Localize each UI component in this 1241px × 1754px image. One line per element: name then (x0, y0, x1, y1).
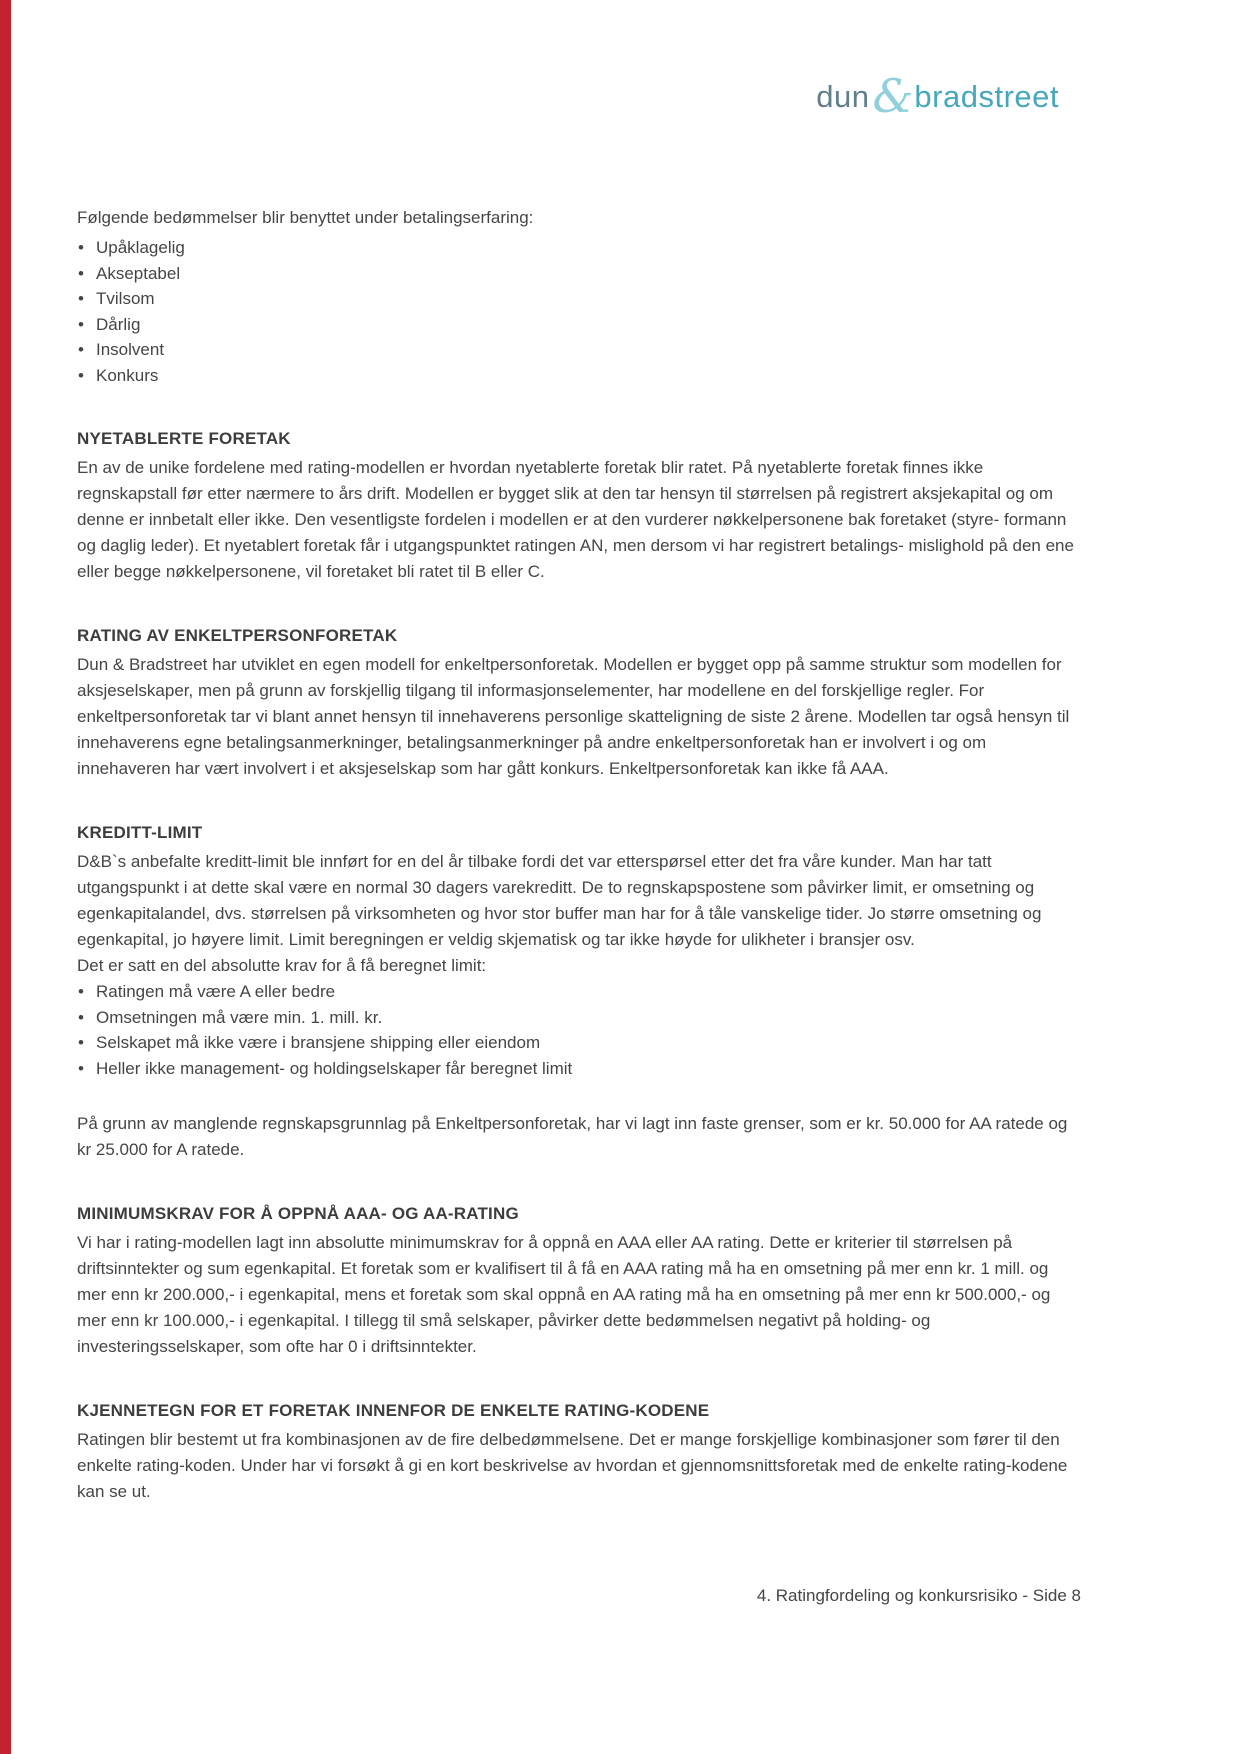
logo-dun-text: dun (816, 79, 870, 114)
page-footer: 4. Ratingfordeling og konkursrisiko - Side 8 (756, 1586, 1081, 1605)
page-accent-stripe (0, 0, 11, 1754)
list-item: • Omsetningen må være min. 1. mill. kr. (77, 1005, 1077, 1031)
section-body: Vi har i rating-modellen lagt inn absolutte minimumskrav for å oppnå en AAA eller AA rating. Dette er kriterier til størrelsen på driftsinntekter og sum egenkapital. Et foretak som er kvalifisert til å få en AAA rating må ha en omsetning på mer enn kr. 1 mill. og mer enn kr 200.000,- i egenkapital, mens et foretak som skal oppnå en AA rating må ha en omsetning på mer enn kr 500.000,- og mer enn kr 100.000,- i egenkapital. I tillegg til små selskaper, påvirker dette bedømmelsen negativt på holding- og investeringsselskaper, som ofte har 0 i driftsinntekter. (77, 1233, 1051, 1356)
section-body: Dun & Bradstreet har utviklet en egen modell for enkeltpersonforetak. Modellen er bygget opp på samme struktur som modellen for aksjeselskaper, men på grunn av forskjellig tilgang til informasjonselementer, har modellene en del forskjellige regler. For enkeltpersonforetak tar vi blant annet hensyn til innehaverens personlige skatteligning de siste 2 årene. Modellen tar også hensyn til innehaverens egne betalingsanmerkninger, betalingsanmerkninger på andre enkeltpersonforetak han er involvert i og om innehaveren har vært involvert i et aksjeselskap som har gått konkurs. Enkeltpersonforetak kan ikke få AAA. (77, 655, 1070, 778)
list-item: • Akseptabel (77, 261, 1077, 287)
limit-requirements-list (77, 979, 1077, 1081)
list-item: • Dårlig (77, 312, 1077, 338)
section-minimumskrav (77, 1201, 1077, 1360)
list-item: • Heller ikke management- og holdingselskaper får beregnet limit (77, 1056, 1077, 1082)
limit-requirements-lead: Det er satt en del absolutte krav for å få beregnet limit: (77, 956, 487, 975)
section-heading: MINIMUMSKRAV FOR Å OPPNÅ AAA- OG AA-RATING (77, 1204, 519, 1223)
list-item: • Insolvent (77, 337, 1077, 363)
logo-bradstreet-text: bradstreet (914, 79, 1059, 114)
section-kjennetegn (77, 1398, 1077, 1505)
section-rating-enkeltpersonforetak (77, 623, 1077, 782)
list-item: • Ratingen må være A eller bedre (77, 979, 1077, 1005)
dnb-logo (816, 68, 1059, 123)
page-content (77, 205, 1077, 1505)
section-heading: KREDITT-LIMIT (77, 823, 203, 842)
section-body: D&B`s anbefalte kreditt-limit ble innført for en del år tilbake fordi det var etterspørsel etter det fra våre kunder. Man har tatt utgangspunkt i at dette skal være en normal 30 dagers varekreditt. De to regnskapspostene som påvirker limit, er omsetning og egenkapitalandel, dvs. størrelsen på virksomheten og hvor stor buffer man har for å tåle vanskelige tider. Jo større omsetning og egenkapital, jo høyere limit. Limit beregningen er veldig skjematisk og tar ikke høyde for ulikheter i bransjer osv. (77, 852, 1042, 949)
list-item: • Konkurs (77, 363, 1077, 389)
section-heading: NYETABLERTE FORETAK (77, 429, 291, 448)
section-nyetablerte-foretak (77, 426, 1077, 585)
section-heading: RATING AV ENKELTPERSONFORETAK (77, 626, 398, 645)
section-kreditt-limit (77, 820, 1077, 1163)
section-body-2: På grunn av manglende regnskapsgrunnlag på Enkeltpersonforetak, har vi lagt inn faste grenser, som er kr. 50.000 for AA ratede og kr 25.000 for A ratede. (77, 1114, 1068, 1159)
section-body: Ratingen blir bestemt ut fra kombinasjonen av de fire delbedømmelsene. Det er mange forskjellige kombinasjoner som fører til den enkelte rating-koden. Under har vi forsøkt å gi en kort beskrivelse av hvordan et gjennomsnittsforetak med de enkelte rating-kodene kan se ut. (77, 1430, 1068, 1501)
section-heading: KJENNETEGN FOR ET FORETAK INNENFOR DE ENKELTE RATING-KODENE (77, 1401, 710, 1420)
payment-experience-list (77, 235, 1077, 388)
list-item: • Tvilsom (77, 286, 1077, 312)
section-body: En av de unike fordelene med rating-modellen er hvordan nyetablerte foretak blir ratet. På nyetablerte foretak finnes ikke regnskapstall før etter nærmere to års drift. Modellen er bygget slik at den tar hensyn til størrelsen på registrert aksjekapital og om denne er innbetalt eller ikke. Den vesentligste fordelen i modellen er at den vurderer nøkkelpersonene bak foretaket (styre- formann og daglig leder). Et nyetablert foretak får i utgangspunktet ratingen AN, men dersom vi har registrert betalings- mislighold på den ene eller begge nøkkelpersonene, vil foretaket bli ratet til B eller C. (77, 458, 1074, 581)
intro-lead: Følgende bedømmelser blir benyttet under betalingserfaring: (77, 208, 534, 227)
logo-ampersand-icon: & (872, 69, 914, 123)
list-item: • Upåklagelig (77, 235, 1077, 261)
list-item: • Selskapet må ikke være i bransjene shipping eller eiendom (77, 1030, 1077, 1056)
